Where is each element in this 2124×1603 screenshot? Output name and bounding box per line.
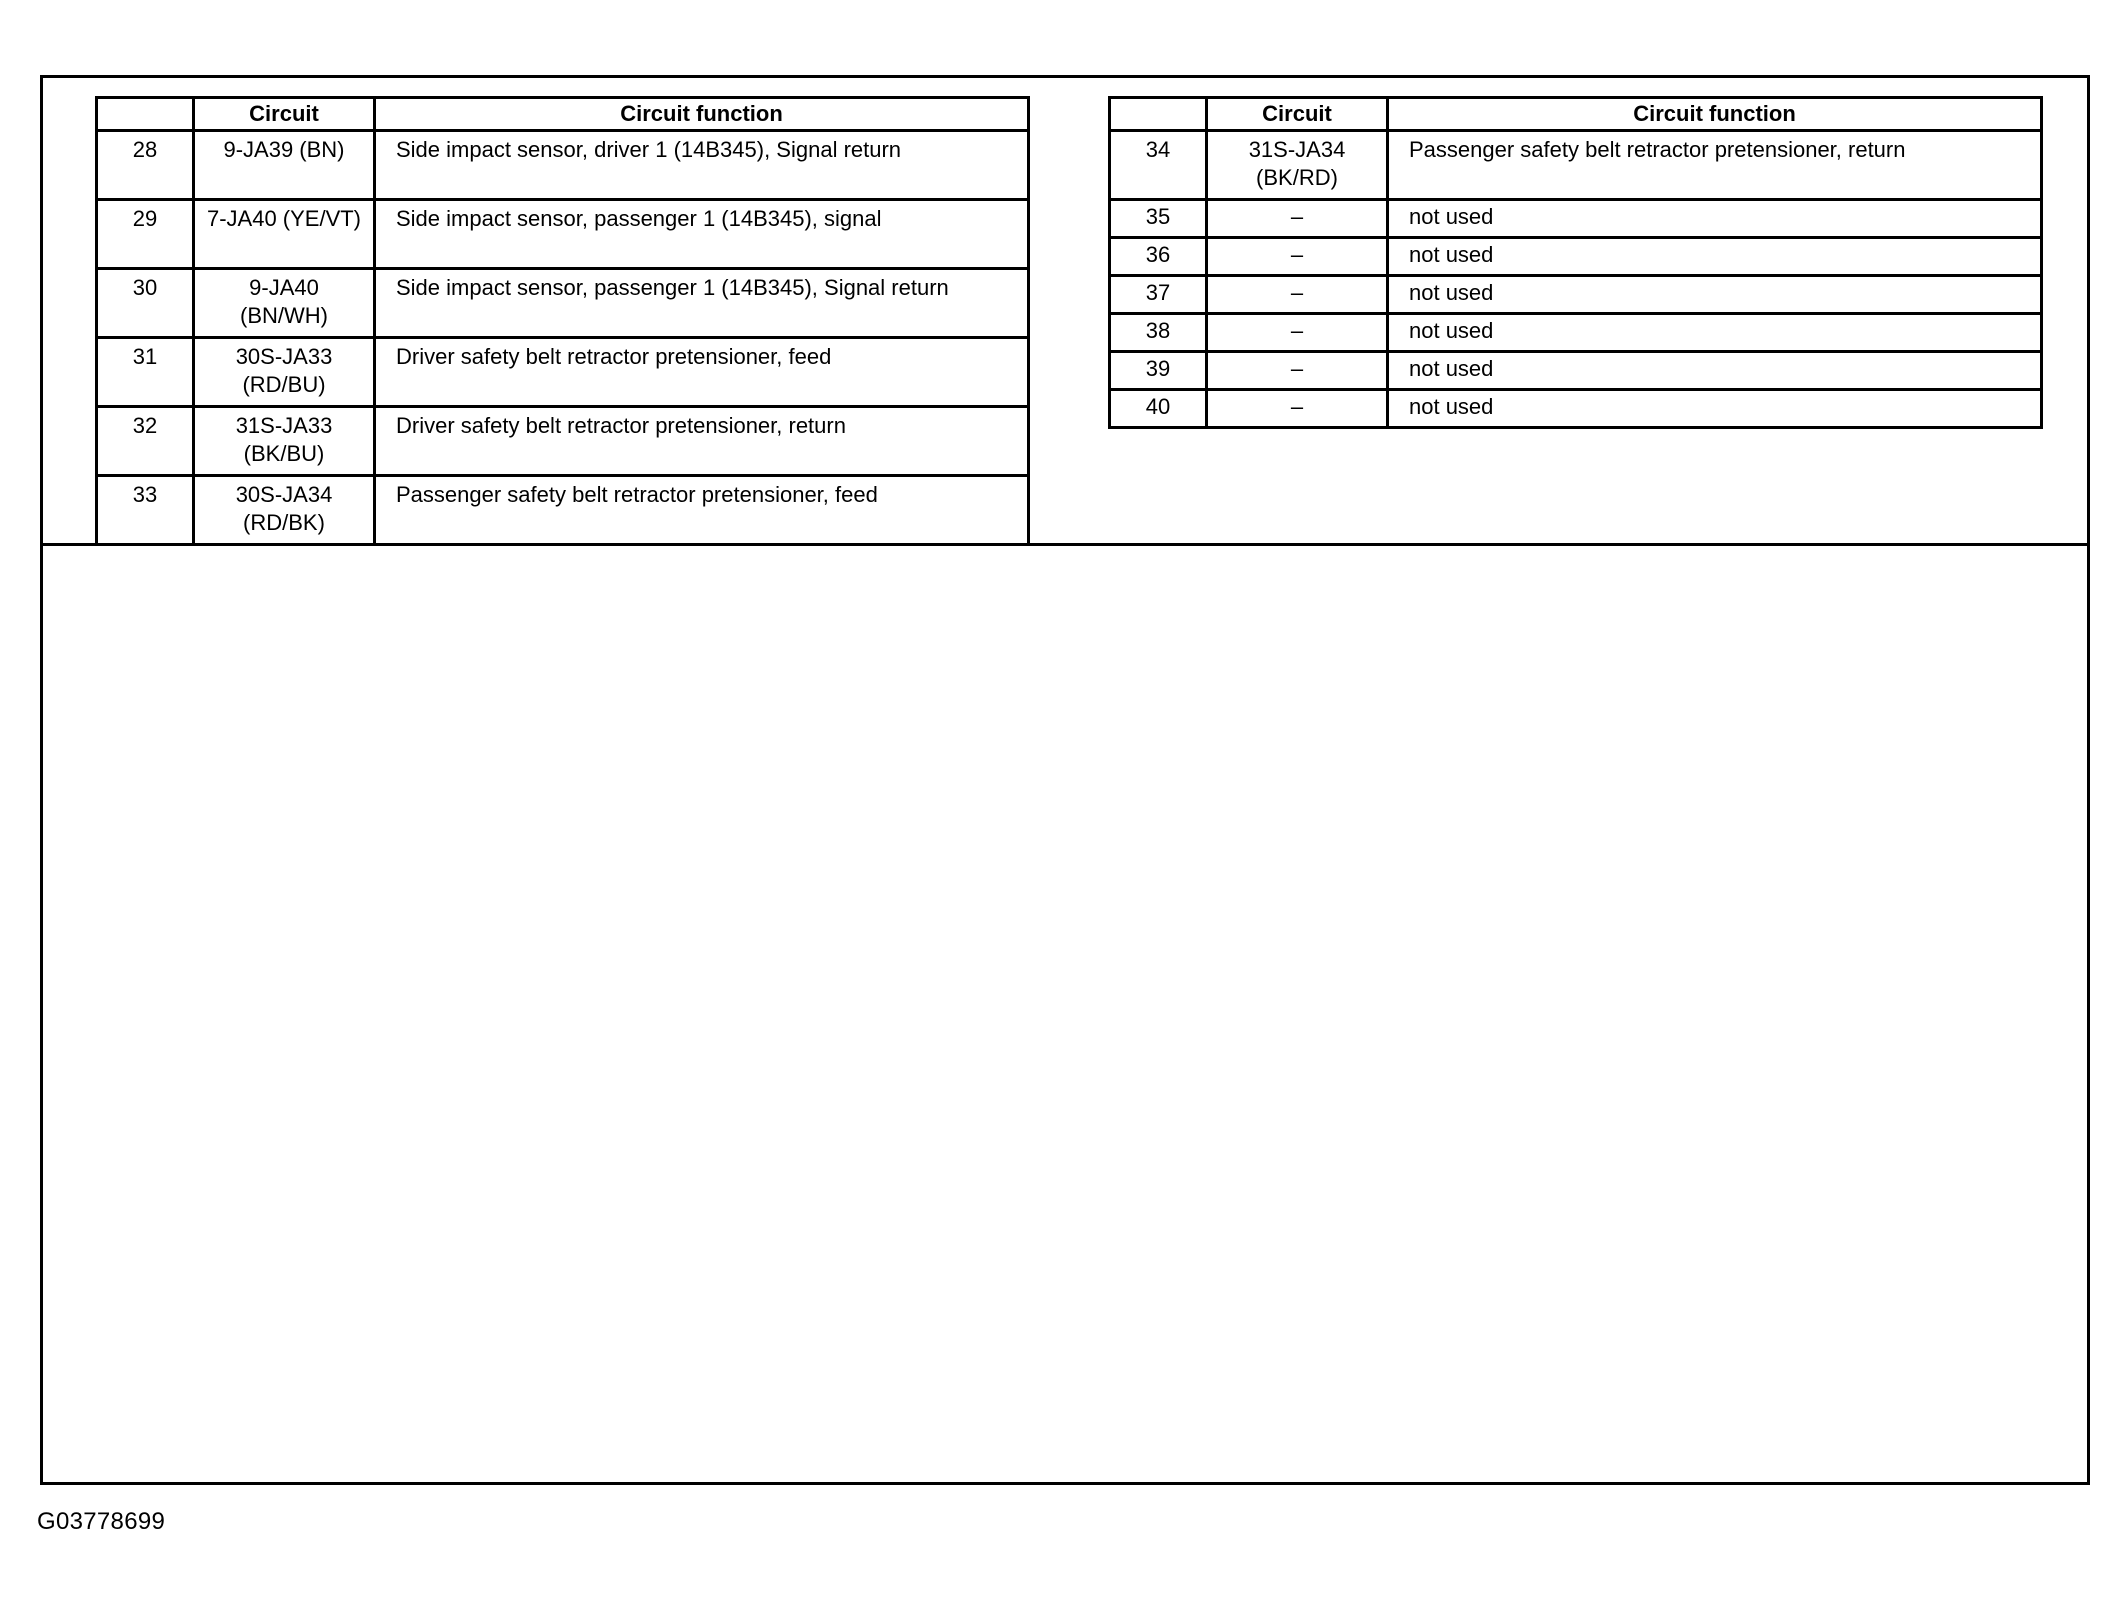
table-row (97, 131, 1029, 200)
circuit-code: 7-JA40 (YE/VT) (194, 200, 375, 269)
header-circuit-function: Circuit function (1388, 98, 2042, 131)
pin-number: 35 (1110, 200, 1207, 238)
circuit-function: not used (1388, 352, 2042, 390)
table-row (1110, 352, 2042, 390)
pin-number: 40 (1110, 390, 1207, 428)
table-header-row (1110, 98, 2042, 131)
circuit-code: – (1207, 314, 1388, 352)
table-row (97, 200, 1029, 269)
header-circuit: Circuit (194, 98, 375, 131)
table-header-row (97, 98, 1029, 131)
table-row (1110, 131, 2042, 200)
pin-number: 37 (1110, 276, 1207, 314)
pin-number: 28 (97, 131, 194, 200)
circuit-function: not used (1388, 390, 2042, 428)
table-row (1110, 314, 2042, 352)
circuit-code: 30S-JA33 (RD/BU) (194, 338, 375, 407)
circuit-code: – (1207, 352, 1388, 390)
pin-number: 39 (1110, 352, 1207, 390)
header-pin (97, 98, 194, 131)
table-row (97, 407, 1029, 476)
circuit-code: – (1207, 238, 1388, 276)
header-circuit-function: Circuit function (375, 98, 1029, 131)
figure-id: G03778699 (37, 1508, 166, 1535)
circuit-code: 31S-JA34 (BK/RD) (1207, 131, 1388, 200)
circuit-code: 30S-JA34 (RD/BK) (194, 476, 375, 545)
circuit-function: not used (1388, 314, 2042, 352)
circuit-function: Passenger safety belt retractor pretensioner, return (1388, 131, 2042, 200)
header-circuit: Circuit (1207, 98, 1388, 131)
table-row (1110, 276, 2042, 314)
pin-number: 29 (97, 200, 194, 269)
circuit-function: not used (1388, 276, 2042, 314)
table-row (97, 476, 1029, 545)
circuit-function: Driver safety belt retractor pretensioner, feed (375, 338, 1029, 407)
circuit-function: Side impact sensor, driver 1 (14B345), Signal return (375, 131, 1029, 200)
table-row (97, 269, 1029, 338)
pin-table-left (95, 96, 1030, 546)
pin-number: 33 (97, 476, 194, 545)
circuit-function: not used (1388, 200, 2042, 238)
circuit-function: not used (1388, 238, 2042, 276)
circuit-function: Driver safety belt retractor pretensioner, return (375, 407, 1029, 476)
table-row (1110, 238, 2042, 276)
pin-number: 38 (1110, 314, 1207, 352)
circuit-code: 9-JA40 (BN/WH) (194, 269, 375, 338)
circuit-function: Passenger safety belt retractor pretensioner, feed (375, 476, 1029, 545)
table-row (1110, 390, 2042, 428)
circuit-code: – (1207, 276, 1388, 314)
circuit-function: Side impact sensor, passenger 1 (14B345), Signal return (375, 269, 1029, 338)
pin-number: 31 (97, 338, 194, 407)
header-pin (1110, 98, 1207, 131)
table-row (97, 338, 1029, 407)
circuit-function: Side impact sensor, passenger 1 (14B345), signal (375, 200, 1029, 269)
pin-number: 36 (1110, 238, 1207, 276)
pin-number: 34 (1110, 131, 1207, 200)
pin-table-right (1108, 96, 2043, 429)
pin-number: 30 (97, 269, 194, 338)
circuit-code: 31S-JA33 (BK/BU) (194, 407, 375, 476)
circuit-code: – (1207, 200, 1388, 238)
pin-number: 32 (97, 407, 194, 476)
table-row (1110, 200, 2042, 238)
circuit-code: 9-JA39 (BN) (194, 131, 375, 200)
circuit-code: – (1207, 390, 1388, 428)
